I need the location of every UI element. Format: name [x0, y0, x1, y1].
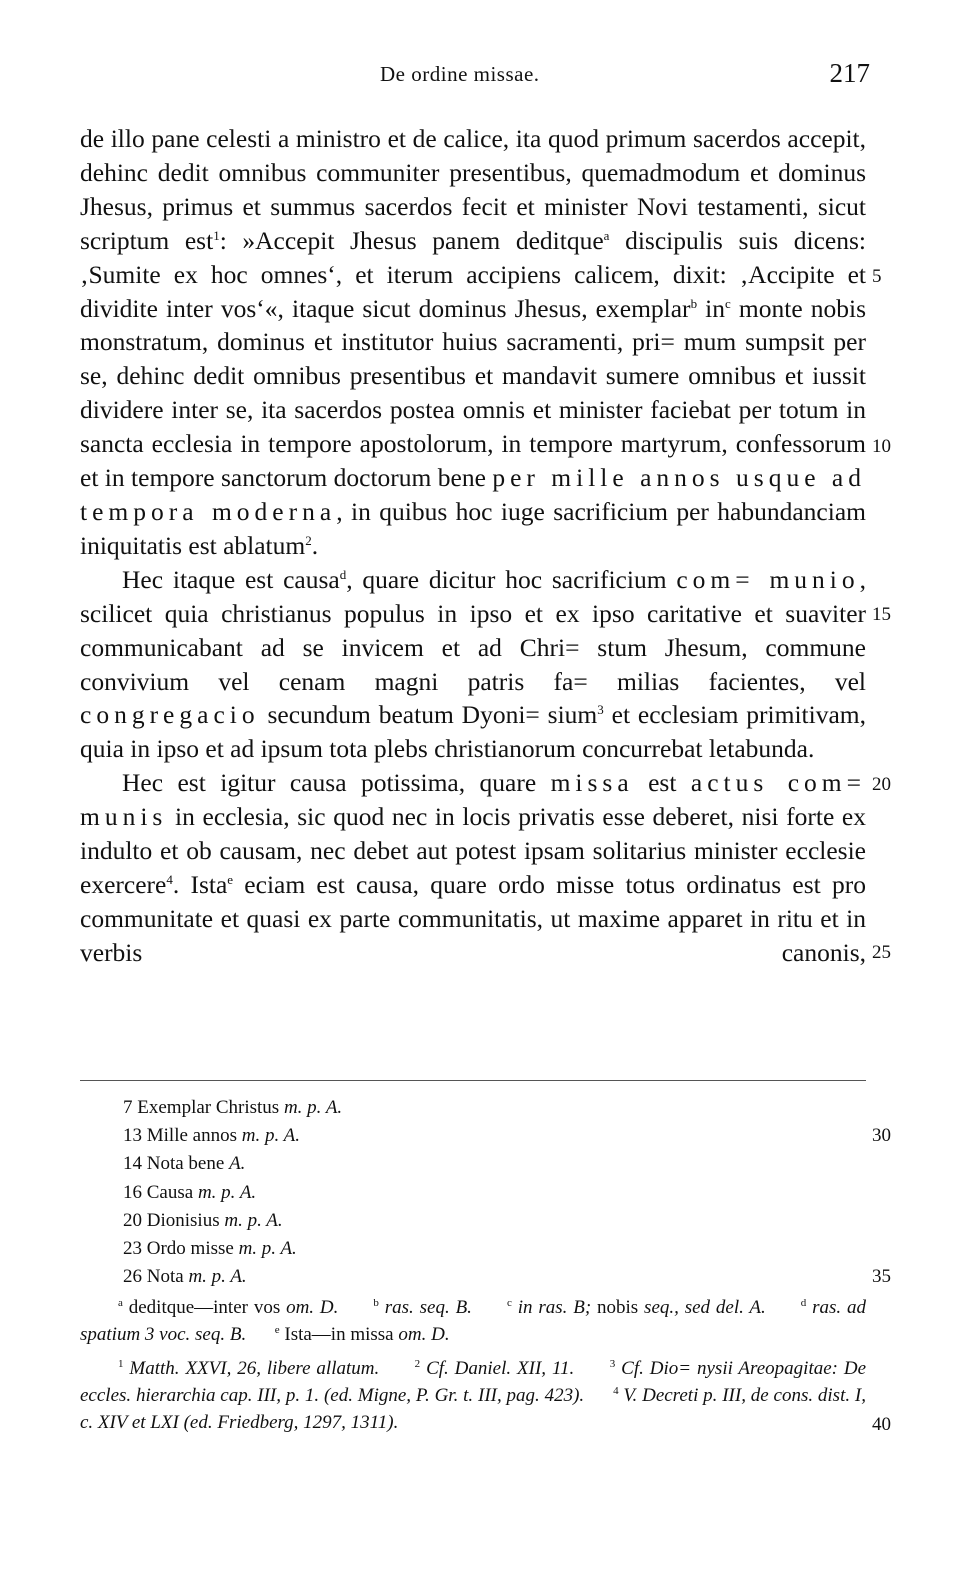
text-run: , in quibus hoc iuge sacrificium per habundanciam iniquitatis est ablatum [80, 496, 866, 560]
line-number: 10 [872, 436, 891, 457]
apparatus-mark: a [118, 1297, 123, 1309]
text-run: eciam est causa, quare ordo misse totus ordinatus est pro communitate et quasi ex parte communitatis, ut maxime apparet in ritu et in verbis canonis, [80, 869, 866, 967]
paragraph-1 [80, 122, 866, 563]
note-abbr: m. p. A. [283, 1097, 343, 1118]
note-text: Mille annos [146, 1125, 237, 1147]
text-run: . [311, 530, 319, 560]
note-abbr: m. p. A. [224, 1209, 283, 1231]
marginal-note [123, 1094, 342, 1122]
text-run: Hec itaque est causa [122, 564, 340, 594]
apparatus-abbr: seq., sed del. A. [644, 1297, 766, 1318]
apparatus-mark: c [507, 1297, 512, 1309]
source-mark: 2 [414, 1358, 421, 1370]
note-text: Ordo misse [146, 1238, 234, 1260]
sources-paragraph [80, 1355, 866, 1436]
note-line: 13 [123, 1125, 142, 1147]
line-number: 35 [872, 1266, 891, 1287]
note-abbr: m. p. A. [238, 1238, 297, 1260]
apparatus-mark: d [800, 1297, 807, 1309]
variant-ref: b [690, 295, 698, 311]
apparatus-abbr: ras. seq. B. [384, 1297, 472, 1318]
source-ref: 4 [166, 871, 173, 887]
note-line: 23 [123, 1238, 142, 1260]
page-number: 217 [829, 58, 870, 88]
apparatus-text: deditque—inter vos [128, 1297, 281, 1318]
note-line: 7 [123, 1097, 133, 1118]
text-run: , quare dicitur hoc sacrificium [346, 564, 677, 594]
line-number: 30 [872, 1125, 891, 1146]
text-run: Hec est igitur causa potissima, quare [122, 768, 551, 798]
note-text: Causa [146, 1181, 194, 1203]
note-text: Dionisius [146, 1209, 220, 1231]
line-number: 20 [872, 774, 891, 795]
apparatus-abbr: om. D. [398, 1324, 450, 1345]
spaced-text: missa [550, 768, 634, 798]
marginal-notes-list [123, 1094, 342, 1291]
marginal-note [123, 1207, 342, 1235]
apparatus-abbr: om. D. [286, 1297, 339, 1318]
marginal-note [123, 1150, 342, 1178]
apparatus-mark: b [373, 1297, 379, 1309]
footnote-rule [80, 1080, 866, 1081]
note-abbr: m. p. A. [197, 1181, 257, 1203]
critical-apparatus [80, 1294, 866, 1348]
note-abbr: m. p. A. [241, 1125, 300, 1147]
source-text: Matth. XXVI, 26, libere allatum. [129, 1358, 380, 1379]
variant-ref: d [339, 566, 347, 582]
spaced-text: actus com= munis [80, 768, 866, 832]
apparatus-text: nobis [597, 1297, 639, 1318]
page-header [80, 60, 870, 96]
apparatus-abbr: ras. ad spatium 3 voc. seq. B. [80, 1297, 867, 1345]
note-line: 20 [123, 1209, 142, 1231]
paragraph-2 [80, 563, 866, 766]
spaced-text: com= munio [676, 564, 860, 594]
text-run: in ecclesia, sic quod nec in locis privatis esse deberet, nisi forte ex indulto et ob causam, nec debet aut potest ipsam solitarius minister ecclesie exercere [80, 802, 866, 899]
source-mark: 1 [118, 1358, 124, 1370]
apparatus-text: Ista—in missa [284, 1324, 394, 1345]
apparatus-paragraph [80, 1294, 866, 1348]
source-mark: 4 [613, 1385, 619, 1397]
spaced-text: congregacio [80, 700, 260, 730]
source-text: Cf. Dio= nysii Areopagitae: De eccles. hierarchia cap. III, p. 1. (ed. Migne, P. Gr. t. III, pag. 423). [80, 1358, 867, 1406]
text-run: est [633, 768, 691, 798]
apparatus-mark: e [274, 1324, 280, 1336]
text-run: . Ista [172, 869, 228, 899]
text-run: : »Accepit Jhesus panem deditque [219, 225, 604, 255]
marginal-note [123, 1179, 342, 1207]
note-text: Nota bene [146, 1153, 225, 1175]
note-line: 26 [123, 1266, 142, 1288]
source-ref: 2 [305, 532, 312, 548]
line-number: 5 [872, 266, 882, 287]
source-mark: 3 [609, 1358, 616, 1370]
text-run: in [697, 293, 726, 323]
marginal-note [123, 1122, 342, 1150]
source-ref: 3 [597, 702, 604, 718]
spaced-text: per mille annos usque ad tempora moderna [80, 463, 866, 526]
paragraph-3 [80, 766, 866, 969]
text-run: et ecclesiam primitivam, quia in ipso et ad ipsum tota plebs christianorum concurrebat letabunda. [80, 700, 866, 764]
variant-ref: e [227, 871, 234, 887]
source-text: Cf. Daniel. XII, 11. [426, 1358, 575, 1379]
apparatus-abbr: in ras. B; [517, 1297, 592, 1318]
running-head: De ordine missae. [380, 62, 540, 86]
source-ref: 1 [213, 227, 220, 243]
note-line: 14 [123, 1153, 142, 1175]
text-run: discipulis suis dicens: ‚Sumite ex hoc omnes‘, et iterum accipiens calicem, dixit: ‚Accipite et dividite inter vos‘«, itaque sicut dominus Jhesus, exemplar [80, 225, 866, 323]
variant-ref: c [725, 295, 731, 311]
text-run: monte nobis monstratum, dominus et institutor huius sacramenti, pri= mum sumpsit per se, dehinc dedit omnibus presentibus et mandavit sumere omnibus et iussit dividere inter se, ita sacerdos postea omnis et minister faciebat per totum in sancta ecclesia in tempore apostolorum, in tempore martyrum, confessorum et in tempore sanctorum doctorum bene [80, 293, 867, 493]
source-text: V. Decreti p. III, de cons. dist. I, c. XIV et LXI (ed. Friedberg, 1297, 1311). [80, 1385, 866, 1433]
line-number: 25 [872, 942, 891, 963]
marginal-note [123, 1235, 342, 1263]
main-text [80, 122, 866, 970]
text-run: secundum beatum Dyoni= sium [259, 700, 598, 730]
note-abbr: m. p. A. [188, 1266, 247, 1288]
text-run: , scilicet quia christianus populus in ipso et ex ipso caritative et suaviter communicabant ad se invicem et ad Chri= stum Jhesum, commune convivium vel cenam magni patris fa= milias facientes, vel [80, 564, 866, 696]
line-number: 40 [872, 1414, 891, 1435]
variant-ref: a [603, 227, 610, 243]
source-notes [80, 1355, 866, 1436]
text-run: de illo pane celesti a ministro et de calice, ita quod primum sacerdos accepit, dehinc dedit omnibus communiter presentibus, quemadmodum et dominus Jhesus, primus et summus sacerdos fecit et minister Novi testamenti, sicut scriptum est [80, 124, 866, 255]
marginal-note [123, 1263, 342, 1291]
note-line: 16 [123, 1181, 142, 1203]
note-text: Exemplar Christus [137, 1097, 280, 1118]
note-text: Nota [146, 1266, 184, 1288]
note-abbr: A. [229, 1153, 246, 1175]
line-number: 15 [872, 604, 891, 625]
